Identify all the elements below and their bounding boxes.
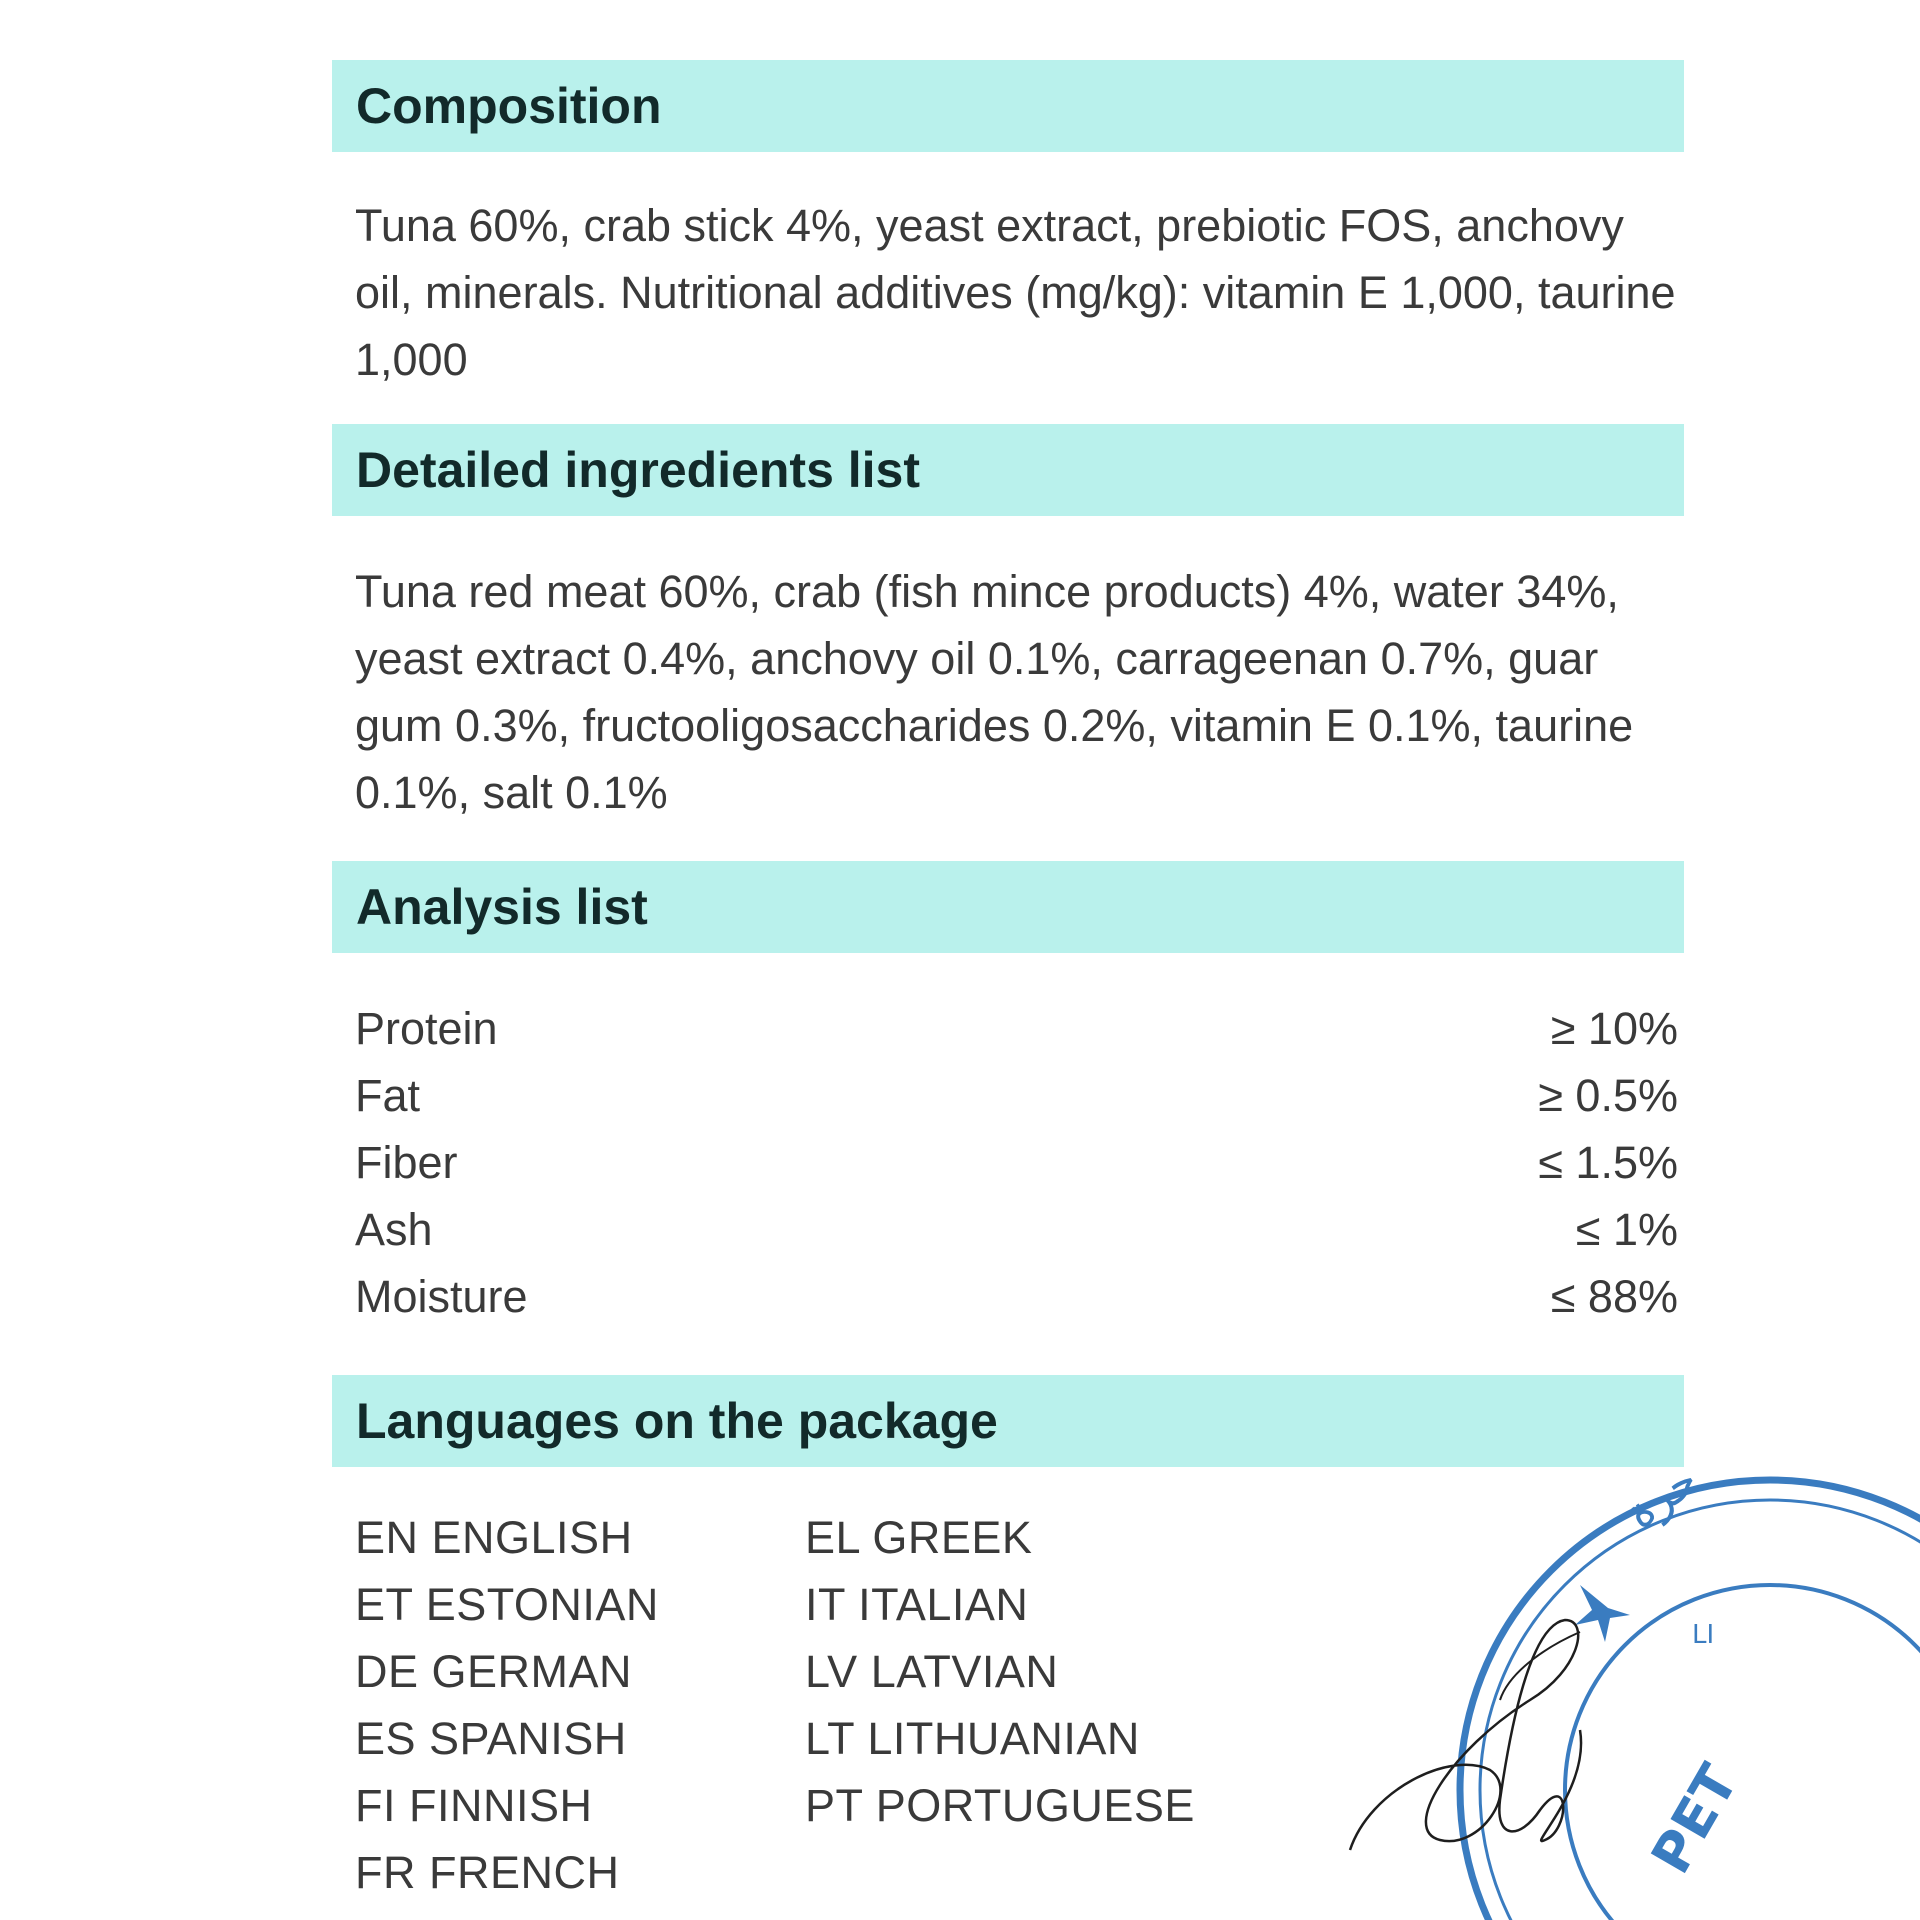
language-item: LV LATVIAN [805, 1646, 1059, 1697]
composition-title: Composition [356, 78, 662, 134]
analysis-row-moisture [355, 1263, 1678, 1330]
language-item: PT PORTUGUESE [805, 1780, 1195, 1831]
composition-header [332, 60, 1684, 152]
analysis-table [332, 995, 1684, 1330]
analysis-label: Protein [355, 1003, 498, 1054]
language-item: DE GERMAN [355, 1646, 633, 1697]
analysis-value: ≤ 88% [1550, 1271, 1678, 1322]
analysis-row-fiber [355, 1129, 1678, 1196]
language-item: FI FINNISH [355, 1780, 593, 1831]
languages-column-1 [355, 1504, 805, 1906]
analysis-value: ≤ 1% [1575, 1204, 1678, 1255]
analysis-label: Moisture [355, 1271, 528, 1322]
ingredients-header [332, 424, 1684, 516]
analysis-label: Ash [355, 1204, 433, 1255]
signature-icon [1330, 1370, 1730, 1920]
analysis-value: ≤ 1.5% [1538, 1137, 1678, 1188]
analysis-label: Fiber [355, 1137, 458, 1188]
language-item: ES SPANISH [355, 1713, 627, 1764]
ingredients-text: Tuna red meat 60%, crab (fish mince products) 4%, water 34%, yeast extract 0.4%, anchovy oil 0.1%, carrageenan 0.7%, guar gum 0.3%, fructooligosaccharides 0.2%, vitamin E 0.1%, taurine 0.1%, salt 0.1% [355, 566, 1634, 818]
stamp-text-top: حرة [1617, 1454, 1708, 1540]
language-item: IT ITALIAN [805, 1579, 1029, 1630]
languages-title: Languages on the package [356, 1393, 998, 1449]
language-item: LT LITHUANIAN [805, 1713, 1140, 1764]
analysis-label: Fat [355, 1070, 421, 1121]
analysis-row-fat [355, 1062, 1678, 1129]
language-item: ET ESTONIAN [355, 1579, 659, 1630]
language-item: EL GREEK [805, 1512, 1033, 1563]
stamp-text-bottom: PET [1639, 1754, 1751, 1884]
composition-text: Tuna 60%, crab stick 4%, yeast extract, prebiotic FOS, anchovy oil, minerals. Nutritional additives (mg/kg): vitamin E 1,000, taurine 1,000 [355, 200, 1676, 385]
languages-column-2 [805, 1504, 1195, 1906]
analysis-header [332, 861, 1684, 953]
language-item: FR FRENCH [355, 1847, 620, 1898]
analysis-row-protein [355, 995, 1678, 1062]
analysis-value: ≥ 10% [1550, 1003, 1678, 1054]
language-item: EN ENGLISH [355, 1512, 633, 1563]
analysis-row-ash [355, 1196, 1678, 1263]
analysis-title: Analysis list [356, 879, 648, 935]
stamp-and-signature [1330, 1370, 1751, 1920]
analysis-value: ≥ 0.5% [1538, 1070, 1678, 1121]
stamp-text-inner: LI [1692, 1620, 1715, 1650]
ingredients-title: Detailed ingredients list [356, 442, 921, 498]
